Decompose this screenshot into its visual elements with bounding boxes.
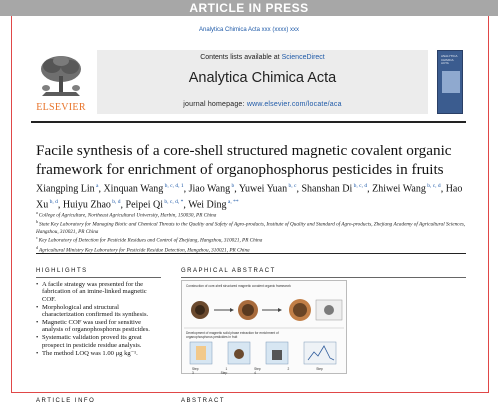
ga-step-label: Step 4 (220, 371, 256, 375)
author-name: Peipei Qi (125, 199, 164, 211)
homepage-line (97, 101, 428, 108)
highlight-item: • Systematic validation proved its great prospect in pesticide residue analysis. (36, 334, 156, 349)
highlight-item: • A facile strategy was presented for the fabrication of an imine-linked magnetic COF. (36, 281, 156, 303)
author-name: Shanshan Di (301, 183, 353, 195)
sciencedirect-link[interactable]: ScienceDirect (281, 54, 325, 61)
article-title: Facile synthesis of a core-shell structured magnetic covalent organic framework for enrichment of organophosphorus pesticides in fruits (36, 142, 452, 178)
highlights-rule (36, 277, 161, 278)
highlights-list (36, 281, 156, 358)
article-info-heading: ARTICLE INFO (36, 398, 96, 404)
author-name: Jiao Wang (188, 183, 231, 195)
graphical-abstract-rule (181, 277, 466, 278)
ga-bottom-label: Development of magnetic solid phase extraction for enrichment of organophosphorus pesticides in fruit (186, 331, 279, 339)
ga-step-labels (192, 367, 342, 375)
author-name: Wei Ding (188, 199, 227, 211)
affiliation-item (36, 245, 466, 254)
contents-line (97, 54, 428, 61)
author-name: Xiangping Lin (36, 183, 95, 195)
elsevier-wordmark: ELSEVIER (36, 102, 86, 113)
header-divider (31, 121, 466, 123)
ga-illustration (182, 286, 346, 374)
affiliation-text: State Key Laboratory for Managing Biotic and Chemical Threats to the Quality and Safety of Agro-products, Institute of Quality and Standard of Agro-products, Zhejiang Academy of Agricultural Sciences, Hangzhou, 310021, PR China (36, 222, 466, 235)
affiliation-key: a (36, 210, 39, 215)
homepage-prefix: journal homepage: (183, 101, 247, 108)
abstract-heading: ABSTRACT (181, 398, 226, 404)
affiliation-item (36, 235, 466, 244)
article-in-press-label: ARTICLE IN PRESS (189, 1, 309, 15)
author-name: Hao Xu (36, 183, 463, 211)
author-affiliation-marker[interactable]: b, c, d (425, 183, 441, 189)
affiliation-item (36, 219, 466, 235)
ga-step-label: Step 3 (192, 367, 323, 375)
author-name: Zhiwei Wang (372, 183, 426, 195)
graphical-abstract-heading: GRAPHICAL ABSTRACT (181, 268, 276, 274)
author-affiliation-marker[interactable]: a, ** (226, 198, 239, 205)
affiliation-key: b (36, 219, 39, 225)
author-affiliation-marker[interactable]: b, c, d, 1 (163, 183, 184, 189)
author-affiliation-marker[interactable]: b, c (287, 183, 297, 189)
author-affiliation-marker[interactable]: b, c, d, * (163, 198, 184, 205)
journal-reference-link[interactable]: Analytica Chimica Acta xxx (xxxx) xxx (198, 27, 300, 33)
author-affiliation-marker[interactable]: a (94, 183, 99, 189)
contents-prefix: Contents lists available at (200, 54, 282, 61)
author-name: Huiyu Zhao (62, 199, 111, 211)
author-affiliation-marker[interactable]: b (230, 183, 235, 189)
cover-title: ANALYTICA CHIMICA ACTA (441, 54, 458, 65)
affiliation-key: d (36, 244, 39, 250)
journal-title: Analytica Chimica Acta (188, 70, 337, 86)
author-affiliation-marker[interactable]: b, d (48, 198, 58, 205)
ga-step-label: Step 2 (254, 367, 290, 371)
ga-top-label: Construction of core-shell structured magnetic covalent organic framework (186, 284, 291, 288)
affiliation-text: College of Agriculture, Northeast Agricultural University, Harbin, 150030, PR China (38, 212, 217, 219)
highlight-item: • The method LOQ was 1.00 μg kg⁻¹. (36, 350, 156, 357)
cover-art (442, 71, 460, 93)
highlights-heading: HIGHLIGHTS (36, 268, 88, 274)
author-affiliation-marker[interactable]: b, d (110, 198, 121, 205)
author-list: Xiangping Lin $^a$, Xinquan Wang $^{b, c, d, 1}$, Jiao Wang $^b$, Yuwei Yuan $^{b, c}$, Shanshan Di $^{b, c, d}$, Zhiwei Wang $^{b, c, d}$, Hao Xu $^{b, d}$, Huiyu Zhao $^{b, d}$, Peipei Qi $^{b, c, d, *}$, Wei Ding $^{a, **}$ (36, 183, 463, 211)
homepage-url-link[interactable]: www.elsevier.com/locate/aca (246, 101, 342, 108)
affiliation-key: c (36, 235, 39, 241)
affiliation-text: Key Laboratory of Detection for Pesticide Residues and Control of Zhejiang, Hangzhou, 310021, PR China (38, 237, 263, 244)
affiliation-text: Agricultural Ministry Key Laboratory for Pesticide Residue Detection, Hangzhou, 310021, PR China (39, 247, 250, 254)
highlight-item: • Morphological and structural characterization confirmed its synthesis. (36, 304, 156, 319)
ga-step-label: Step 1 (192, 367, 228, 371)
author-name: Yuwei Yuan (238, 183, 288, 195)
author-name: Xinquan Wang (103, 183, 164, 195)
author-affiliation-marker[interactable]: b, c, d (352, 183, 368, 189)
graphical-abstract-image (181, 280, 347, 374)
highlight-item: • Magnetic COF was used for sensitive analysis of organophosphorus pesticides. (36, 319, 156, 334)
affiliation-item (36, 210, 466, 219)
journal-cover-thumbnail (437, 50, 463, 114)
affiliation-list (36, 210, 466, 254)
